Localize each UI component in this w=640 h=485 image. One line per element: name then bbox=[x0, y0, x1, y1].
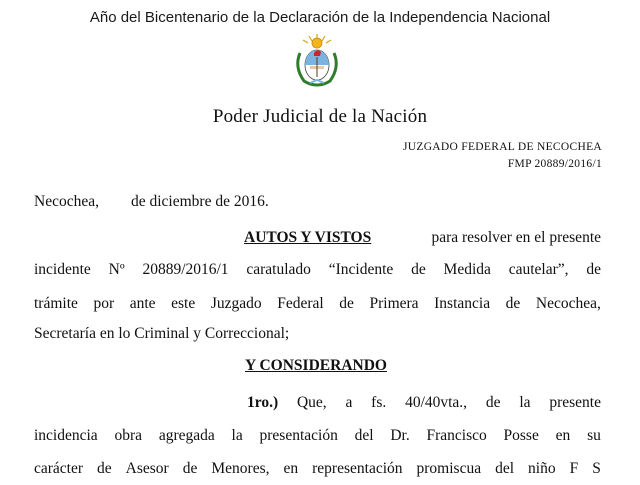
word: ante bbox=[129, 295, 156, 312]
word: de bbox=[505, 295, 521, 312]
paragraph1-line4: Secretaría en lo Criminal y Correccional; bbox=[34, 325, 290, 342]
word: en bbox=[555, 427, 571, 444]
word: Instancia bbox=[434, 295, 491, 312]
word: 20889/2016/1 bbox=[142, 261, 229, 278]
word: “Incidente bbox=[328, 261, 394, 278]
word: agregada bbox=[158, 427, 215, 444]
word: en bbox=[283, 460, 299, 477]
word: F bbox=[569, 460, 579, 477]
word: Nº bbox=[108, 261, 125, 278]
institution-title: Poder Judicial de la Nación bbox=[212, 106, 428, 127]
word: este bbox=[171, 295, 196, 312]
paragraph2-line2 bbox=[34, 427, 601, 445]
word: presente bbox=[549, 394, 601, 411]
section-heading-y-considerando: Y CONSIDERANDO bbox=[245, 357, 387, 374]
word: obra bbox=[114, 427, 143, 444]
paragraph1-line3 bbox=[34, 295, 601, 313]
word: Juzgado bbox=[210, 295, 262, 312]
word: Primera bbox=[369, 295, 419, 312]
word: representación bbox=[312, 460, 403, 477]
word: de bbox=[485, 394, 501, 411]
word: la bbox=[231, 427, 243, 444]
word: de bbox=[339, 295, 354, 312]
word: Asesor bbox=[125, 460, 169, 477]
word: Francisco bbox=[426, 427, 487, 444]
word: S bbox=[592, 460, 601, 477]
case-reference: FMP 20889/2016/1 bbox=[507, 158, 602, 170]
word: Que, bbox=[296, 394, 327, 411]
paragraph2-line3 bbox=[34, 460, 601, 478]
date-city: Necochea, bbox=[34, 193, 99, 210]
word: carácter bbox=[34, 460, 84, 477]
paragraph1-line1 bbox=[34, 229, 601, 247]
word: 40/40vta., bbox=[405, 394, 468, 411]
word: Menores, bbox=[211, 460, 270, 477]
word: de bbox=[586, 261, 601, 278]
word: presentación bbox=[259, 427, 338, 444]
word: a bbox=[345, 394, 353, 411]
date-rest: de diciembre de 2016. bbox=[130, 193, 269, 210]
word: cautelar”, bbox=[508, 261, 569, 278]
court-name: JUZGADO FEDERAL DE NECOCHEA bbox=[402, 141, 602, 153]
header-motto: Año del Bicentenario de la Declaración de la Independencia Nacional bbox=[89, 9, 551, 26]
word: Dr. bbox=[390, 427, 410, 444]
argentine-coat-of-arms-icon bbox=[288, 31, 346, 89]
date-line bbox=[34, 193, 601, 211]
word: Federal bbox=[277, 295, 324, 312]
word: niño bbox=[528, 460, 556, 477]
word: del bbox=[354, 427, 374, 444]
word: del bbox=[495, 460, 515, 477]
word: por bbox=[93, 295, 115, 312]
word: Posse bbox=[503, 427, 539, 444]
word: caratulado bbox=[246, 261, 311, 278]
word: Medida bbox=[443, 261, 491, 278]
word: incidencia bbox=[34, 427, 98, 444]
word: fs. bbox=[371, 394, 387, 411]
word: la bbox=[519, 394, 531, 411]
word: promiscua bbox=[416, 460, 482, 477]
word: su bbox=[587, 427, 601, 444]
word: de bbox=[97, 460, 112, 477]
word: Necochea, bbox=[535, 295, 601, 312]
paragraph2-line1 bbox=[34, 394, 601, 412]
section-heading-autos-y-vistos: AUTOS Y VISTOS bbox=[244, 229, 372, 246]
paragraph1-line1-text: para resolver en el presente bbox=[431, 229, 601, 246]
word: incidente bbox=[34, 261, 91, 278]
word: de bbox=[411, 261, 426, 278]
word: de bbox=[182, 460, 198, 477]
word: trámite bbox=[34, 295, 78, 312]
paragraph1-line2 bbox=[34, 261, 601, 279]
paragraph-number: 1ro.) bbox=[247, 394, 279, 411]
